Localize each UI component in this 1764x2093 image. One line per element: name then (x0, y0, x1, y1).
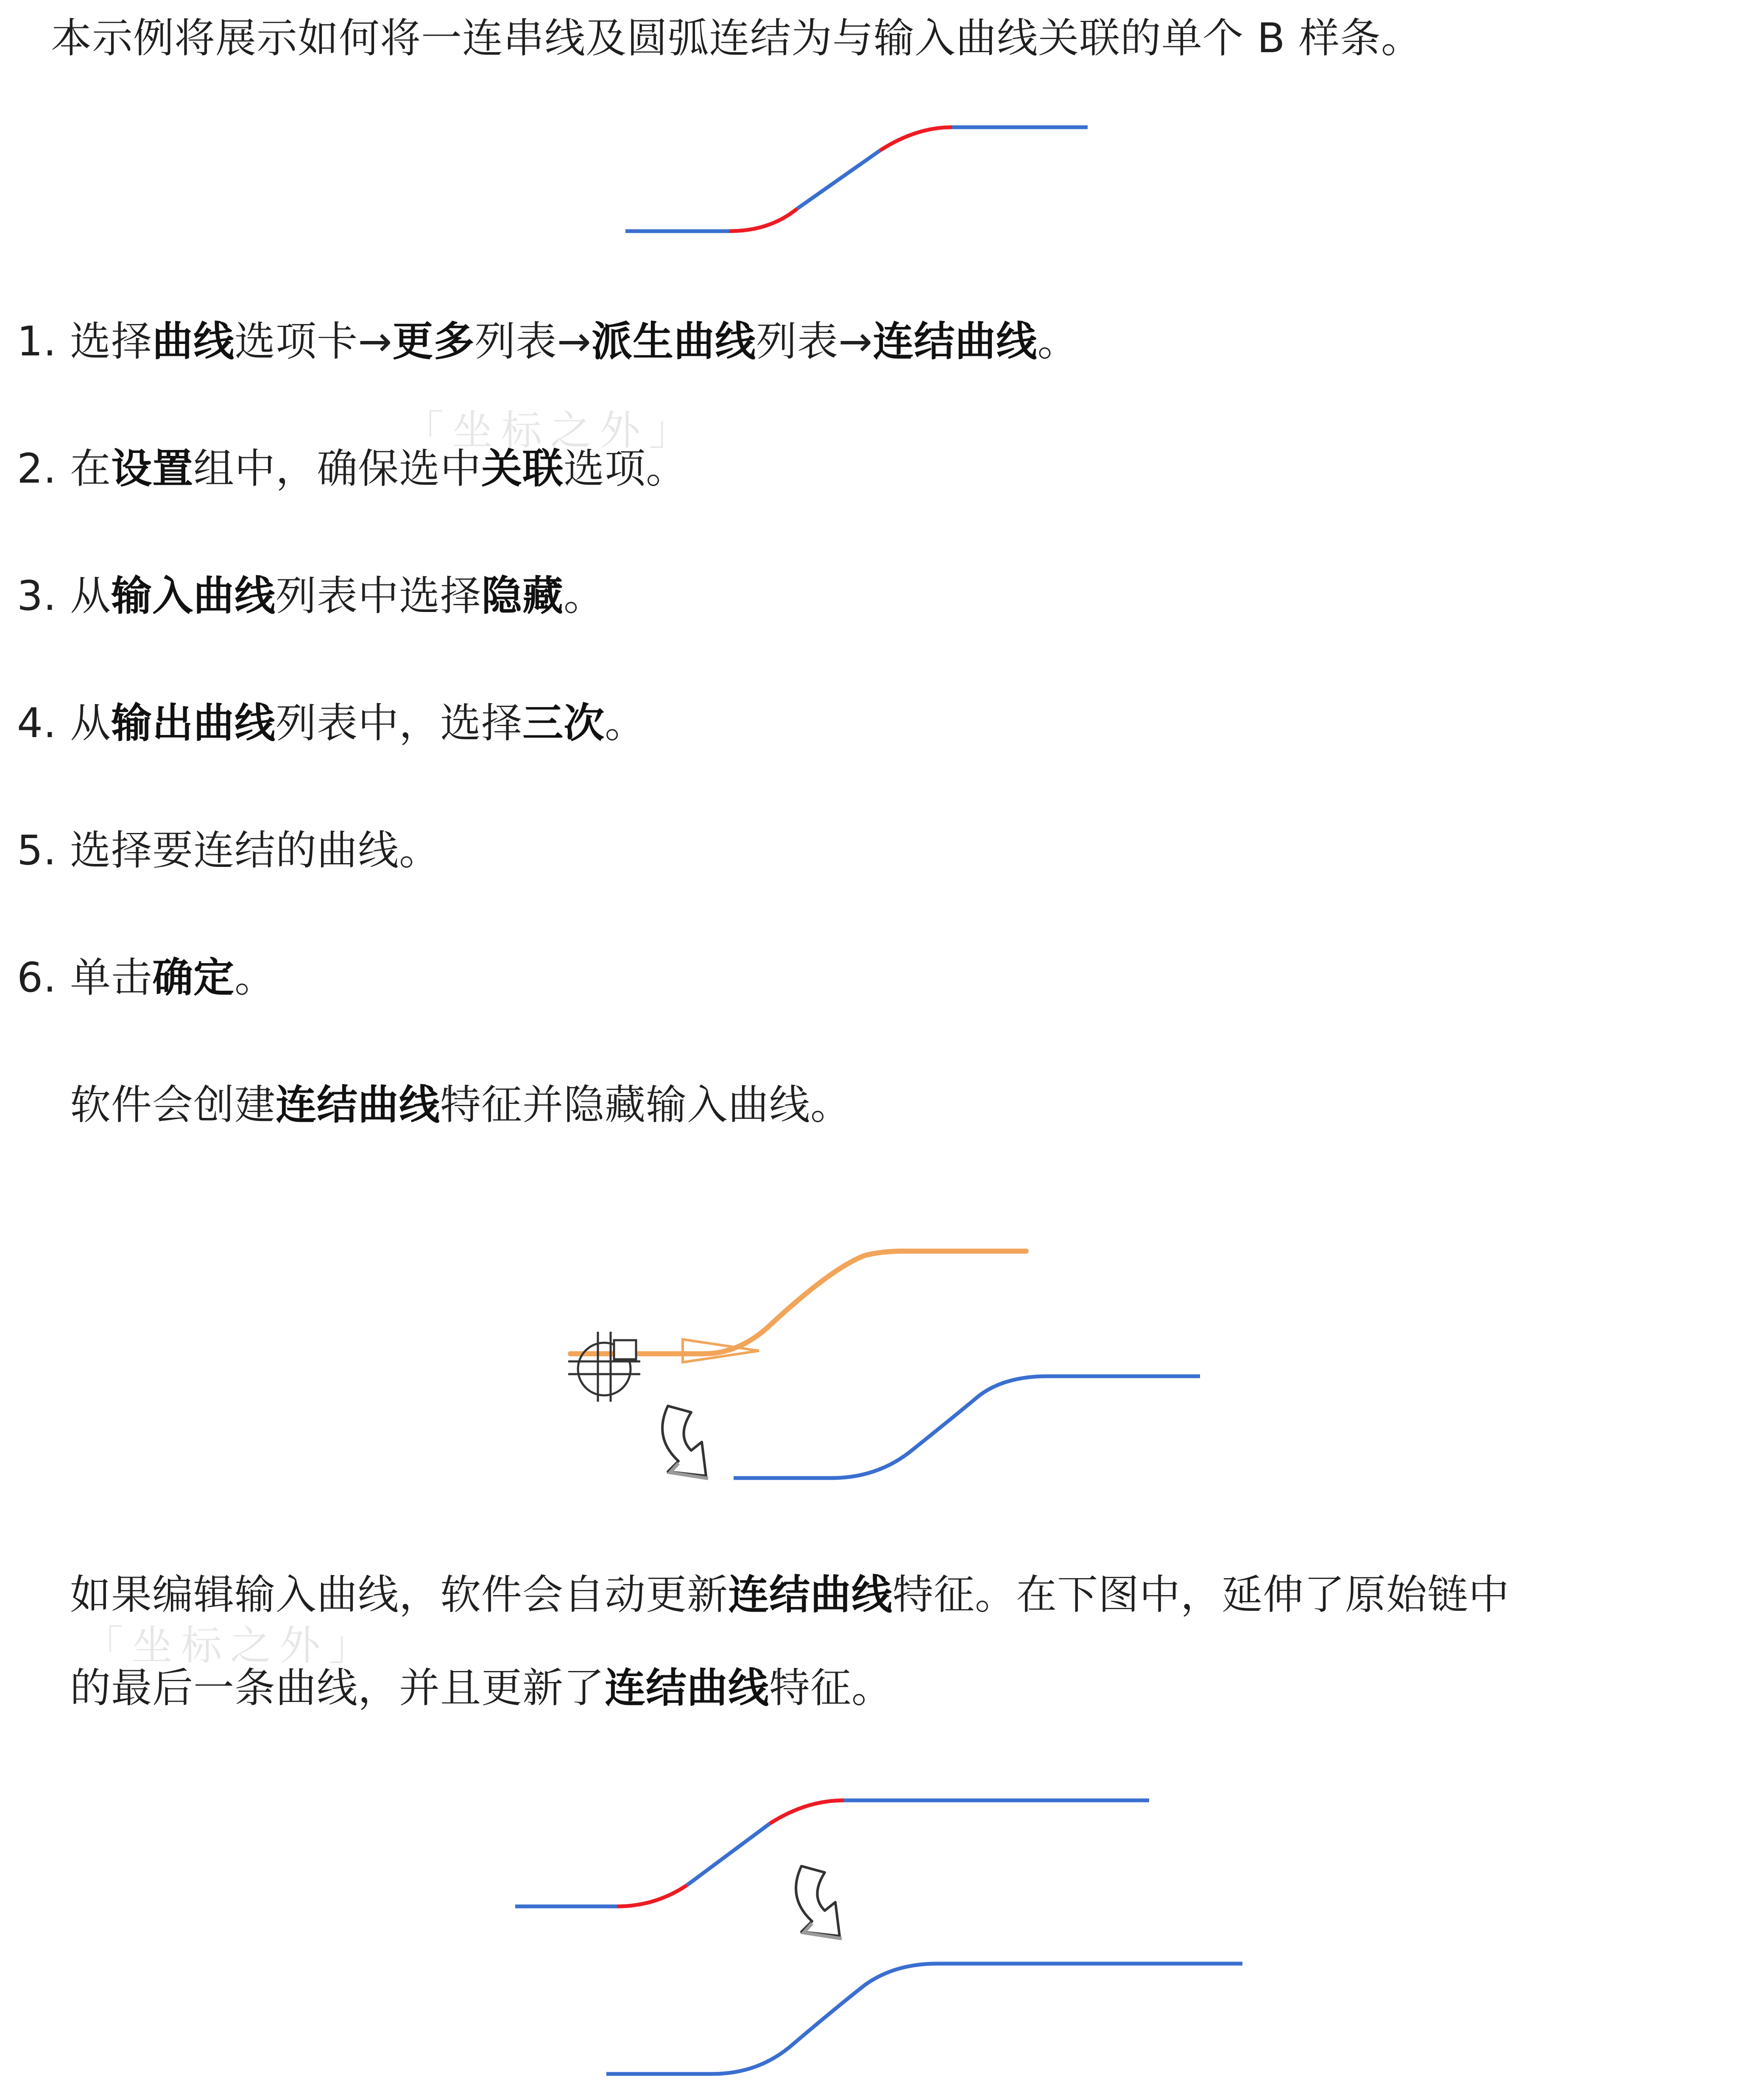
update-arrow-icon-2 (796, 1866, 842, 1939)
line-segment-diagonal (797, 151, 880, 209)
step-1: 1. 选择曲线选项卡→更多列表→派生曲线列表→连结曲线。 (17, 318, 1079, 365)
arc-segment-upper (880, 127, 952, 151)
step-number: 4. (17, 699, 57, 747)
step-number: 1. (17, 318, 57, 365)
input-curve-blue (734, 1376, 1200, 1478)
joined-curve-orange (570, 1251, 1026, 1354)
step-6: 6. 单击确定。 (17, 954, 276, 1001)
step-number: 3. (17, 572, 57, 620)
result-paragraph: 软件会创建连结曲线特征并隐藏输入曲线。 (70, 1081, 851, 1129)
edit-note-line-1: 如果编辑输入曲线，软件会自动更新连结曲线特征。在下图中，延伸了原始链中 (70, 1571, 1510, 1618)
updated-joined-curve-blue (606, 1964, 1242, 2074)
watermark-2: 「坐标之外」 (83, 1622, 378, 1669)
step-number: 5. (17, 827, 57, 874)
step-3: 3. 从输入曲线列表中选择隐藏。 (17, 572, 605, 620)
arc-segment-lower (729, 209, 797, 231)
intro-paragraph: 本示例将展示如何将一连串线及圆弧连结为与输入曲线关联的单个 B 样条。 (51, 14, 1422, 62)
step-5: 5. 选择要连结的曲线。 (17, 827, 441, 874)
edit-note-line-2: 的最后一条曲线，并且更新了连结曲线特征。 (70, 1664, 893, 1712)
selection-cursor-icon (568, 1332, 640, 1402)
step-number: 6. (17, 954, 57, 1001)
step-number: 2. (17, 445, 57, 492)
watermark-1: 「坐标之外」 (403, 407, 698, 454)
arc-segment-lower (617, 1885, 687, 1906)
line-segment-diagonal (687, 1824, 770, 1885)
update-arrow-icon-1 (662, 1406, 708, 1478)
step-2: 2. 在设置组中，确保选中关联选项。 (17, 445, 687, 492)
step-4: 4. 从输出曲线列表中，选择三次。 (17, 699, 646, 747)
arc-segment-upper (770, 1800, 844, 1824)
curve-direction-arrow (683, 1339, 759, 1362)
